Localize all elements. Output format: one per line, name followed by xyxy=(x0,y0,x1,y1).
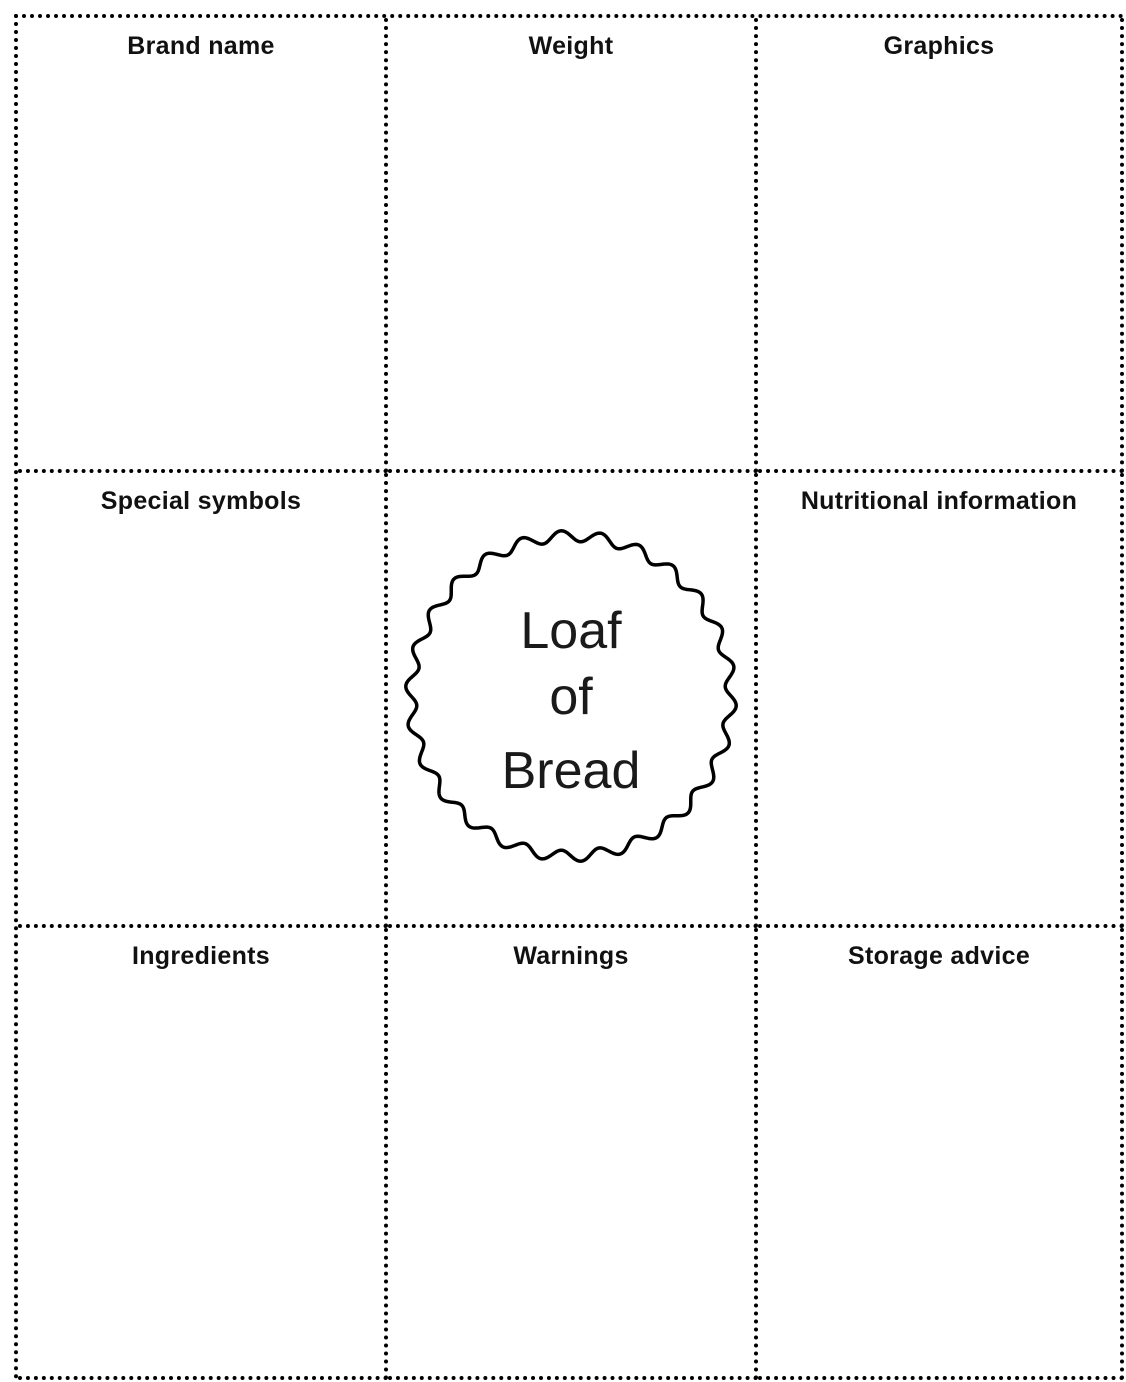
cell-label-warnings: Warnings xyxy=(513,942,629,970)
cell-label-weight: Weight xyxy=(528,32,614,60)
cell-graphics xyxy=(758,18,1124,473)
cell-center xyxy=(388,473,758,928)
cell-brand-name xyxy=(18,18,388,473)
cell-warnings xyxy=(388,928,758,1380)
cell-label-brand-name: Brand name xyxy=(127,32,275,60)
cell-label-graphics: Graphics xyxy=(883,32,995,60)
cell-label-storage-advice: Storage advice xyxy=(847,942,1031,970)
cell-weight xyxy=(388,18,758,473)
label-planning-grid xyxy=(14,14,1124,1380)
cell-storage-advice xyxy=(758,928,1124,1380)
cell-label-special-symbols: Special symbols xyxy=(100,487,302,515)
cell-label-nutritional-information: Nutritional information xyxy=(800,487,1078,515)
product-badge xyxy=(400,525,742,867)
badge-text-line-1: Loaf xyxy=(520,602,622,660)
cell-special-symbols xyxy=(18,473,388,928)
badge-text-line-2: of xyxy=(549,668,593,726)
cell-ingredients xyxy=(18,928,388,1380)
cell-label-ingredients: Ingredients xyxy=(131,942,271,970)
cell-nutritional-information xyxy=(758,473,1124,928)
badge-text-line-3: Bread xyxy=(501,742,641,800)
